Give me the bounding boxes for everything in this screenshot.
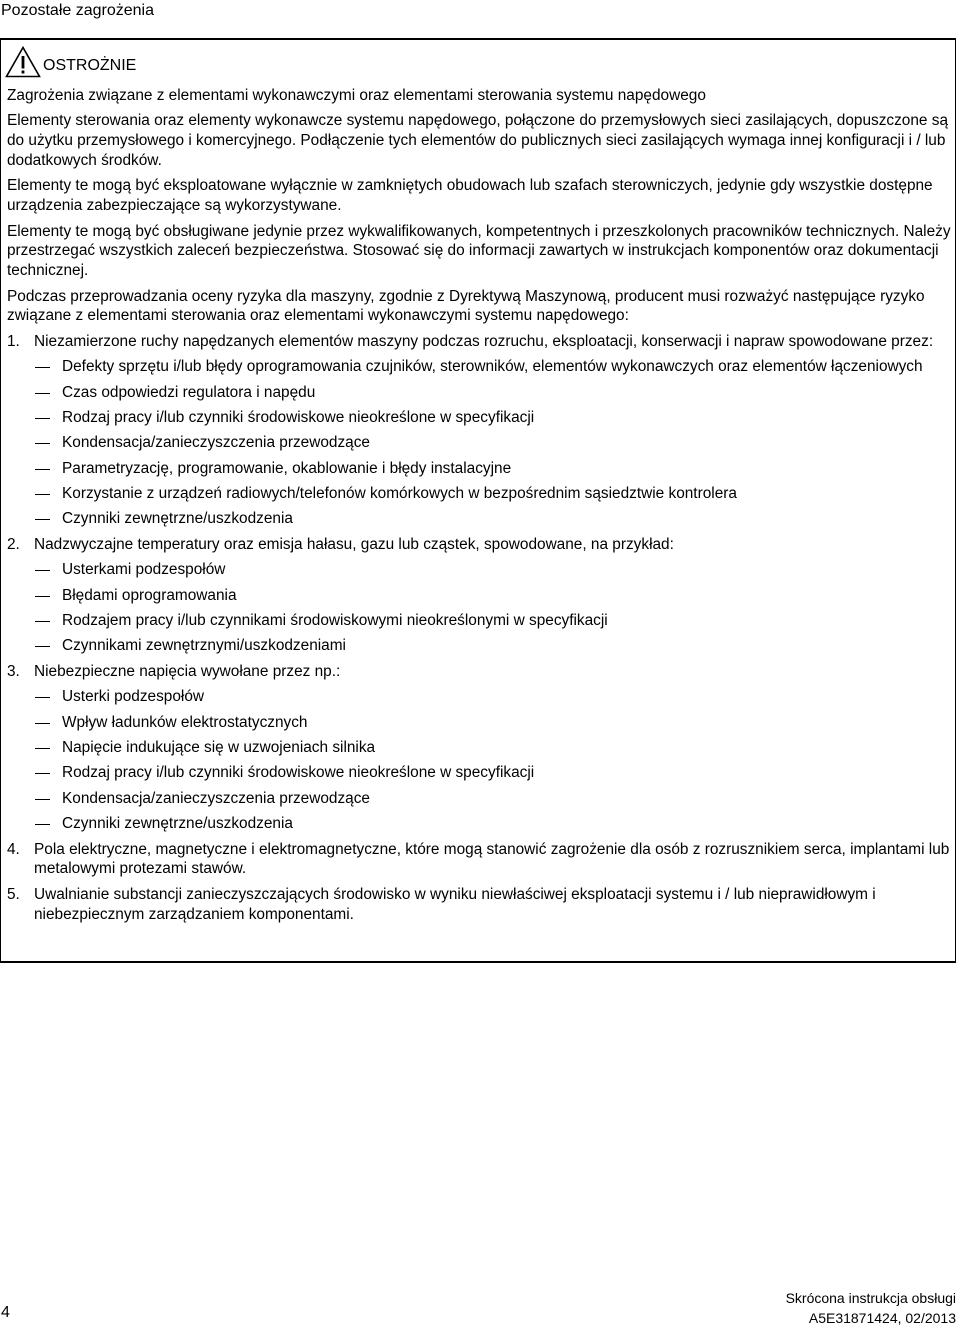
document-code: A5E31871424, 02/2013 [808,1310,956,1326]
risk-subitem: Wpływ ładunków elektrostatycznych [34,713,953,733]
risk-item [7,535,953,656]
risk-subitem: Korzystanie z urządzeń radiowych/telefonów komórkowych w bezpośrednim sąsiedztwie kontrolera [34,484,953,504]
risk-number: 3. [7,662,20,680]
risk-text: Pola elektryczne, magnetyczne i elektromagnetyczne, które mogą stanowić zagrożenie dla osób z rozrusznikiem serca, implantami lub metalowymi protezami stawów. [34,840,950,878]
risk-subitem: Błędami oprogramowania [34,586,953,606]
risk-subitem-list [34,357,953,529]
risk-subitem: Czas odpowiedzi regulatora i napędu [34,383,953,403]
risk-subitem: Rodzaj pracy i/lub czynniki środowiskowe nieokreślone w specyfikacji [34,408,953,428]
risk-list [7,332,953,925]
risk-subitem: Rodzaj pracy i/lub czynniki środowiskowe nieokreślone w specyfikacji [34,763,953,783]
caution-paragraph: Elementy te mogą być eksploatowane wyłącznie w zamkniętych obudowach lub szafach sterowniczych, jedynie gdy wszystkie dostępne urządzenia zabezpieczające są wykorzystywane. [7,177,933,215]
risk-item [7,885,953,925]
caution-label: OSTROŻNIE [43,57,137,74]
risk-subitem: Czynniki zewnętrzne/uszkodzenia [34,509,953,529]
risk-text: Niebezpieczne napięcia wywołane przez np.: [34,662,341,680]
document-title: Skrócona instrukcja obsługi [785,1290,956,1306]
risk-subitem: Usterkami podzespołów [34,560,953,580]
risk-number: 2. [7,535,20,553]
risk-number: 4. [7,840,20,858]
risk-subitem: Kondensacja/zanieczyszczenia przewodzące [34,789,953,809]
risk-text: Niezamierzone ruchy napędzanych elementów maszyny podczas rozruchu, eksploatacji, konserwacji i napraw spowodowane przez: [34,332,934,350]
risk-subitem-list [34,687,953,834]
caution-paragraph: Elementy sterowania oraz elementy wykonawcze systemu napędowego, połączone do przemysłowych sieci zasilających, dopuszczone są do użytku przemysłowego i komercyjnego. Podłączenie tych elementów do publicznych sieci zasilających wymaga innej konfiguracji i / lub dodatkowych środków. [7,112,949,169]
risk-subitem-list [34,560,953,656]
section-title: Pozostałe zagrożenia [1,2,154,19]
caution-paragraph: Podczas przeprowadzania oceny ryzyka dla maszyny, zgodnie z Dyrektywą Maszynową, producent musi rozważyć następujące ryzyko związane z elementami sterowania oraz elementami wykonawczymi systemu napędowego: [7,287,925,325]
risk-item [7,662,953,834]
risk-text: Nadzwyczajne temperatury oraz emisja hałasu, gazu lub cząstek, spowodowane, na przykład: [34,535,674,553]
risk-number: 1. [7,332,20,350]
risk-subitem: Parametryzację, programowanie, okablowanie i błędy instalacyjne [34,459,953,479]
document-footer [786,1288,956,1328]
risk-subitem: Usterki podzespołów [34,687,953,707]
risk-subitem: Czynniki zewnętrzne/uszkodzenia [34,814,953,834]
risk-number: 5. [7,885,20,903]
risk-subitem: Rodzajem pracy i/lub czynnikami środowiskowymi nieokreślonymi w specyfikacji [34,611,953,631]
risk-subitem: Kondensacja/zanieczyszczenia przewodzące [34,433,953,453]
risk-subitem: Czynnikami zewnętrznymi/uszkodzeniami [34,636,953,656]
risk-subitem: Defekty sprzętu i/lub błędy oprogramowania czujników, sterowników, elementów wykonawczych oraz elementów łączeniowych [34,357,953,377]
risk-text: Uwalnianie substancji zanieczyszczających środowisko w wyniku niewłaściwej eksploatacji systemu i / lub nieprawidłowym i niebezpiecznym zarządzaniem komponentami. [34,885,876,923]
caution-paragraph: Elementy te mogą być obsługiwane jedynie przez wykwalifikowanych, kompetentnych i przeszkolonych pracowników technicznych. Należy przestrzegać wszystkich zaleceń bezpieczeństwa. Stosować się do informacji zawartych w instrukcjach komponentów oraz dokumentacji technicznej. [7,222,951,280]
risk-item [7,840,953,880]
page-number: 4 [1,1304,10,1321]
caution-header [5,48,136,78]
risk-item [7,332,953,530]
warning-triangle-icon [5,46,41,78]
caution-box [0,38,956,963]
caution-content [7,86,953,930]
caution-heading: Zagrożenia związane z elementami wykonawczymi oraz elementami sterowania systemu napędowego [7,87,706,104]
risk-subitem: Napięcie indukujące się w uzwojeniach silnika [34,738,953,758]
